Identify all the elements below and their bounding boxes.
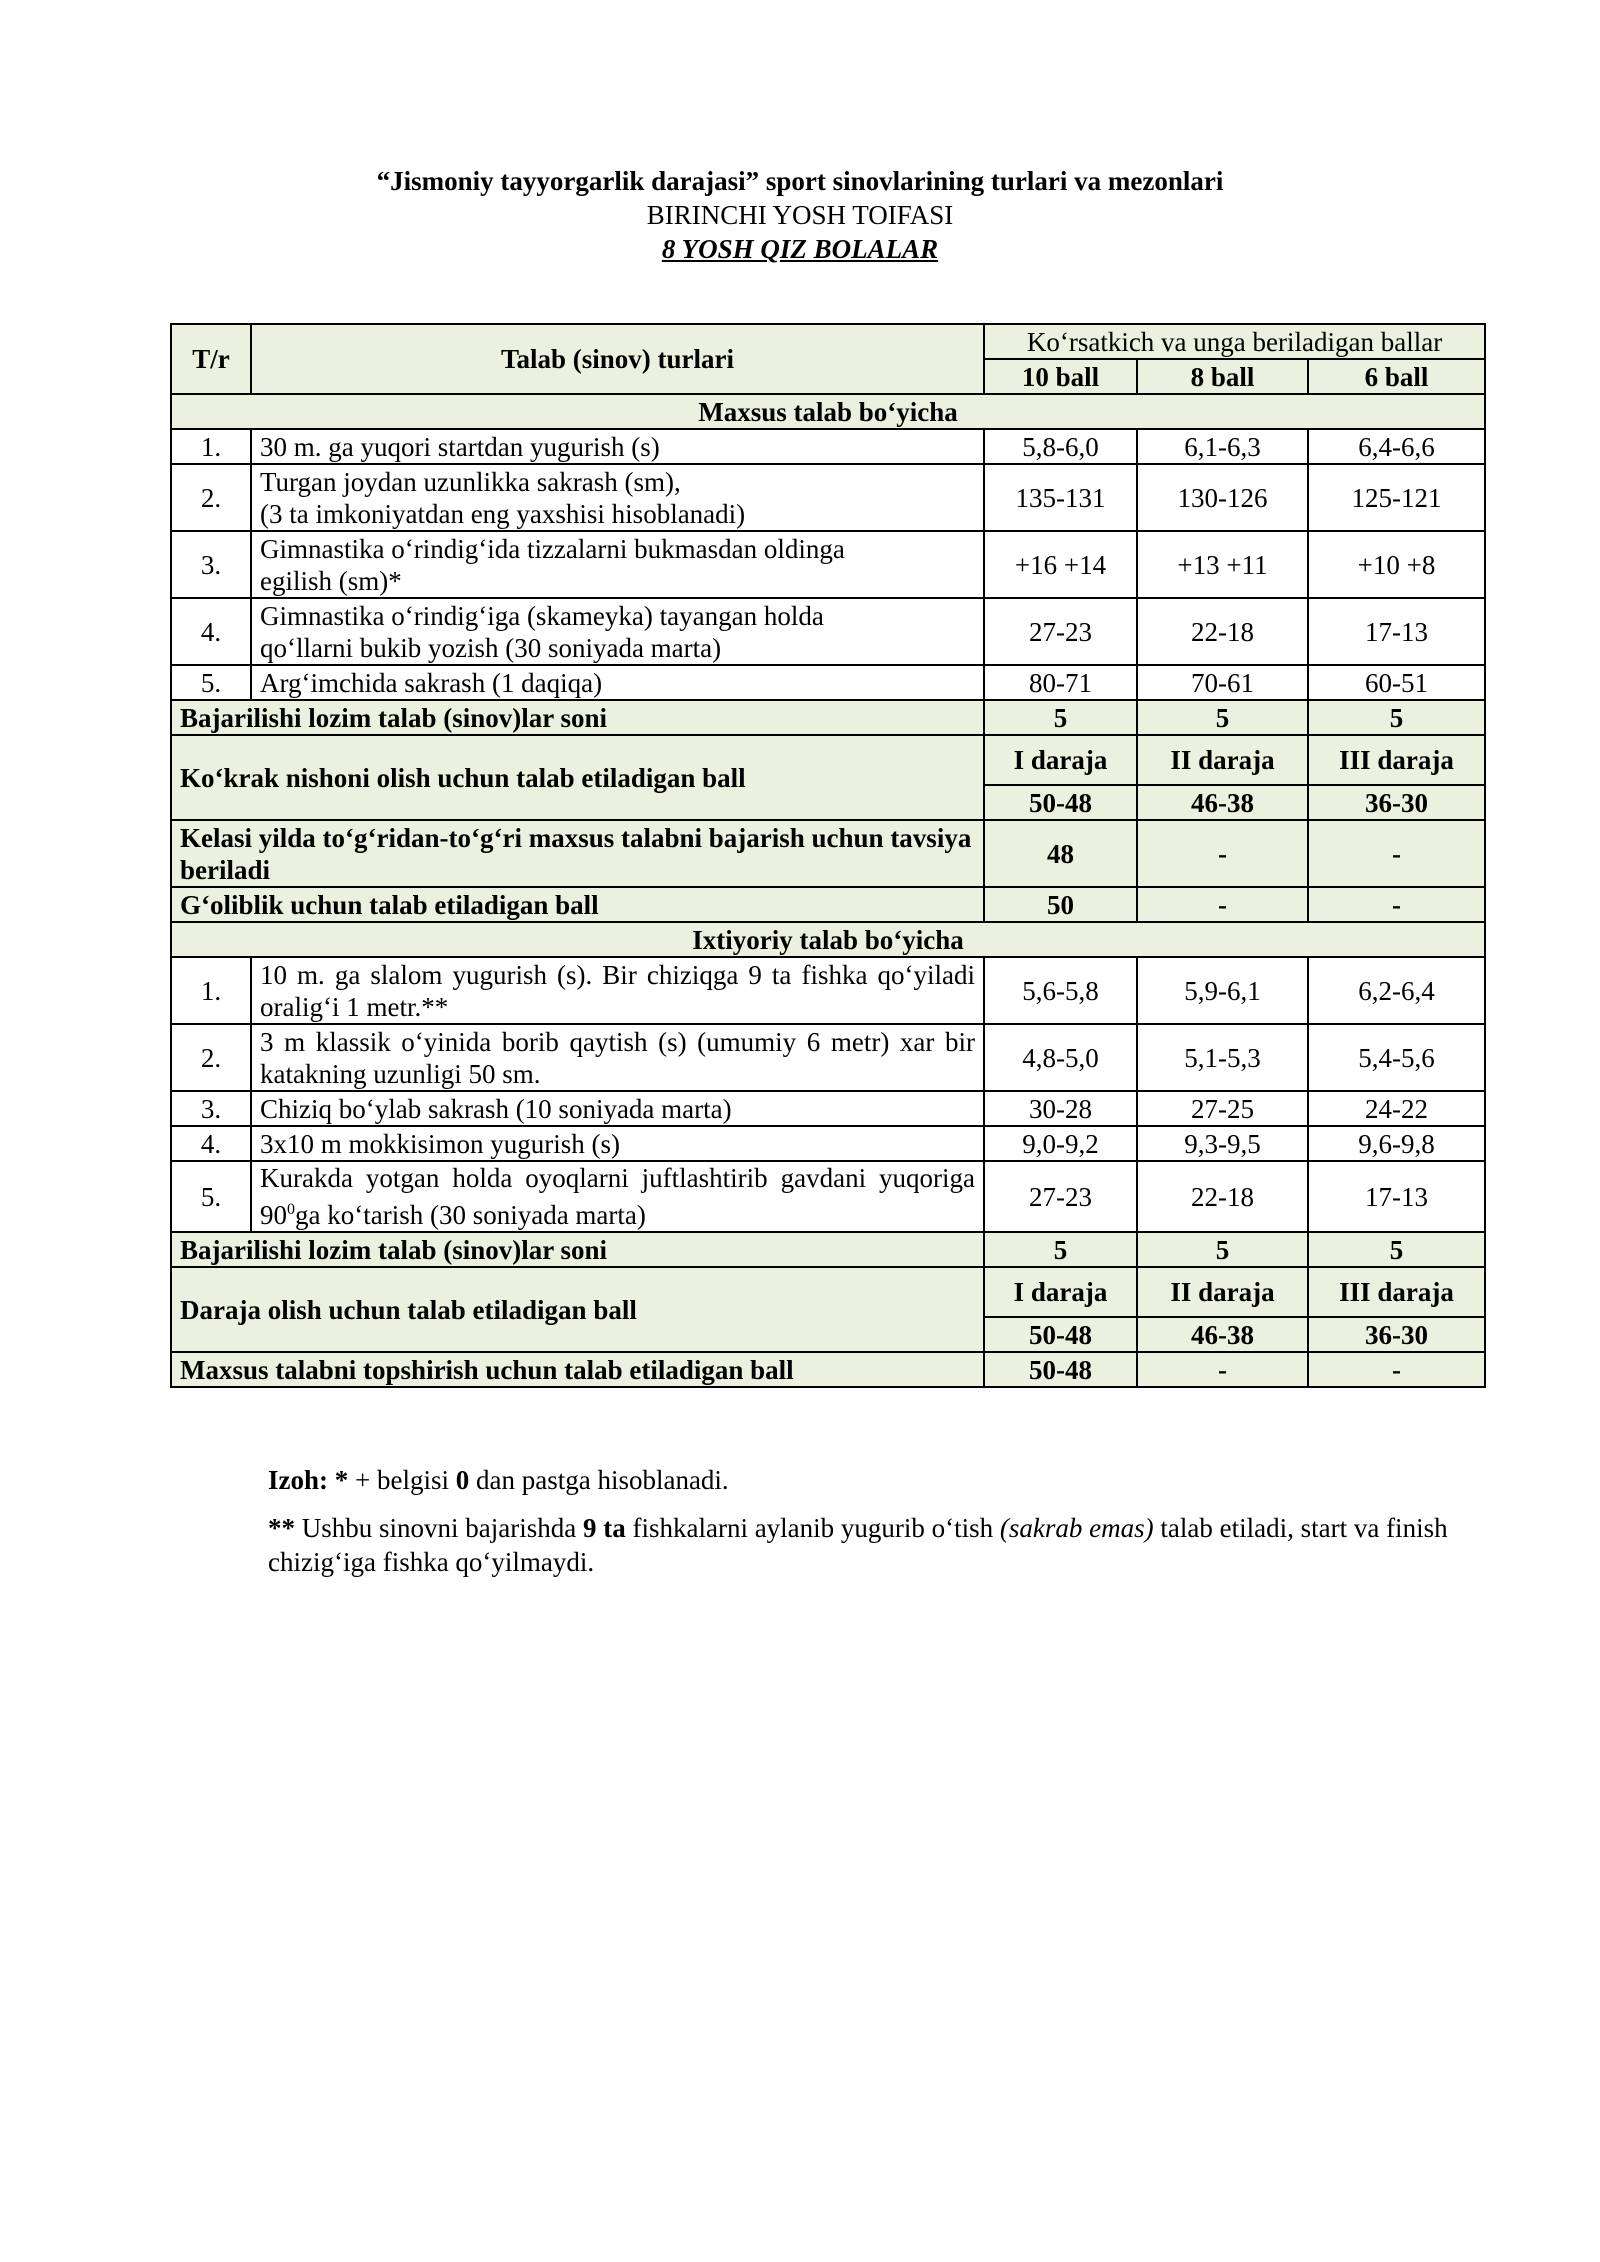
row-value: 27-23 bbox=[984, 598, 1137, 665]
summary-label: Koʻkrak nishoni olish uchun talab etiladigan ball bbox=[171, 735, 984, 820]
header-number: T/r bbox=[171, 324, 251, 394]
summary-row bbox=[171, 820, 1485, 887]
level-label: II daraja bbox=[1137, 735, 1308, 785]
row-test: 3 m klassik oʻyinida borib qaytish (s) (umumiy 6 metr) xar bir katakning uzunligi 50 sm. bbox=[251, 1024, 984, 1091]
note-text: talab etiladi, start va finish chizigʻiga fishka qoʻyilmaydi. bbox=[268, 1513, 1448, 1577]
row-number: 3. bbox=[171, 531, 251, 598]
row-value: 22-18 bbox=[1137, 598, 1308, 665]
summary-value: 5 bbox=[1137, 1232, 1308, 1267]
row-value: 80-71 bbox=[984, 665, 1137, 700]
level-label: III daraja bbox=[1308, 1267, 1485, 1317]
row-value: 24-22 bbox=[1308, 1091, 1485, 1126]
row-test: 3x10 m mokkisimon yugurish (s) bbox=[251, 1126, 984, 1161]
row-value: 5,9-6,1 bbox=[1137, 957, 1308, 1024]
row-number: 4. bbox=[171, 1126, 251, 1161]
row-value: 9,0-9,2 bbox=[984, 1126, 1137, 1161]
row-value: 5,8-6,0 bbox=[984, 429, 1137, 464]
row-number: 1. bbox=[171, 429, 251, 464]
row-value: 130-126 bbox=[1137, 464, 1308, 531]
summary-label: Maxsus talabni topshirish uchun talab etiladigan ball bbox=[171, 1352, 984, 1387]
row-number: 2. bbox=[171, 1024, 251, 1091]
level-label: II daraja bbox=[1137, 1267, 1308, 1317]
note-1 bbox=[268, 1463, 1448, 1497]
row-test bbox=[251, 464, 984, 531]
note-text: fishkalarni aylanib yugurib oʻtish bbox=[625, 1513, 1000, 1543]
row-value: 6,1-6,3 bbox=[1137, 429, 1308, 464]
row-value: 17-13 bbox=[1308, 1161, 1485, 1232]
row-value: +13 +11 bbox=[1137, 531, 1308, 598]
row-test: Argʻimchida sakrash (1 daqiqa) bbox=[251, 665, 984, 700]
row-number: 3. bbox=[171, 1091, 251, 1126]
summary-value: 5 bbox=[984, 700, 1137, 735]
summary-value: 36-30 bbox=[1308, 1317, 1485, 1352]
row-value: 9,6-9,8 bbox=[1308, 1126, 1485, 1161]
note-2 bbox=[268, 1511, 1448, 1579]
row-value: 5,6-5,8 bbox=[984, 957, 1137, 1024]
row-value: 70-61 bbox=[1137, 665, 1308, 700]
page-header bbox=[0, 164, 1600, 266]
document-title: “Jismoniy tayyorgarlik darajasi” sport sinovlarining turlari va mezonlari bbox=[376, 166, 1224, 196]
summary-value: 46-38 bbox=[1137, 1317, 1308, 1352]
superscript: 0 bbox=[287, 1201, 295, 1218]
note-bold: 9 ta bbox=[582, 1513, 626, 1543]
note-text: + belgisi bbox=[348, 1465, 456, 1495]
summary-label: Kelasi yilda toʻgʻridan-toʻgʻri maxsus talabni bajarish uchun tavsiya beriladi bbox=[171, 820, 984, 887]
row-test-line: Gimnastika oʻrindigʻida tizzalarni bukmasdan oldinga bbox=[260, 533, 845, 564]
summary-label: Gʻoliblik uchun talab etiladigan ball bbox=[171, 887, 984, 922]
summary-value: 5 bbox=[1308, 700, 1485, 735]
summary-value: - bbox=[1137, 887, 1308, 922]
summary-row bbox=[171, 1352, 1485, 1387]
row-test-text: Kurakda yotgan holda oyoqlarni juftlashtirib gavdani yuqoriga 90 bbox=[260, 1163, 975, 1230]
summary-row bbox=[171, 700, 1485, 735]
row-value: 22-18 bbox=[1137, 1161, 1308, 1232]
row-value: 5,1-5,3 bbox=[1137, 1024, 1308, 1091]
row-value: 9,3-9,5 bbox=[1137, 1126, 1308, 1161]
summary-value: 36-30 bbox=[1308, 785, 1485, 820]
header-score-col: 6 ball bbox=[1308, 359, 1485, 394]
summary-value: 5 bbox=[1137, 700, 1308, 735]
criteria-table bbox=[170, 323, 1486, 1388]
row-value: 17-13 bbox=[1308, 598, 1485, 665]
summary-value: - bbox=[1308, 1352, 1485, 1387]
level-label: I daraja bbox=[984, 1267, 1137, 1317]
table-row bbox=[171, 1126, 1485, 1161]
age-category: BIRINCHI YOSH TOIFASI bbox=[646, 200, 954, 230]
row-value: 27-25 bbox=[1137, 1091, 1308, 1126]
table-header-row bbox=[171, 324, 1485, 359]
row-number: 4. bbox=[171, 598, 251, 665]
row-test-line: egilish (sm)* bbox=[260, 565, 402, 596]
summary-value: - bbox=[1137, 820, 1308, 887]
table-row bbox=[171, 957, 1485, 1024]
row-value: +16 +14 bbox=[984, 531, 1137, 598]
row-number: 1. bbox=[171, 957, 251, 1024]
summary-value: 50-48 bbox=[984, 1352, 1137, 1387]
row-test bbox=[251, 531, 984, 598]
summary-value: - bbox=[1308, 887, 1485, 922]
summary-value: 5 bbox=[984, 1232, 1137, 1267]
note-italic: (sakrab emas) bbox=[999, 1513, 1154, 1543]
summary-value: - bbox=[1308, 820, 1485, 887]
section-title-row bbox=[171, 922, 1485, 957]
row-value: +10 +8 bbox=[1308, 531, 1485, 598]
row-number: 2. bbox=[171, 464, 251, 531]
summary-value: - bbox=[1137, 1352, 1308, 1387]
note-text: dan pastga hisoblanadi. bbox=[469, 1465, 729, 1495]
summary-row bbox=[171, 735, 1485, 785]
summary-value: 5 bbox=[1308, 1232, 1485, 1267]
summary-value: 46-38 bbox=[1137, 785, 1308, 820]
section-title: Maxsus talab boʻyicha bbox=[171, 394, 1485, 429]
row-value: 60-51 bbox=[1308, 665, 1485, 700]
summary-label: Bajarilishi lozim talab (sinov)lar soni bbox=[171, 700, 984, 735]
row-test bbox=[251, 1161, 984, 1232]
table-row bbox=[171, 665, 1485, 700]
note-lead: Izoh: * bbox=[268, 1465, 349, 1495]
table-row bbox=[171, 464, 1485, 531]
summary-row bbox=[171, 1232, 1485, 1267]
table-row bbox=[171, 1091, 1485, 1126]
table-row bbox=[171, 429, 1485, 464]
row-test-text: ga koʻtarish (30 soniyada marta) bbox=[295, 1200, 646, 1230]
table-row bbox=[171, 598, 1485, 665]
row-test-line: (3 ta imkoniyatdan eng yaxshisi hisoblanadi) bbox=[260, 498, 746, 529]
summary-label: Daraja olish uchun talab etiladigan ball bbox=[171, 1267, 984, 1352]
summary-label: Bajarilishi lozim talab (sinov)lar soni bbox=[171, 1232, 984, 1267]
table-row bbox=[171, 1161, 1485, 1232]
header-score-col: 10 ball bbox=[984, 359, 1137, 394]
note-lead: ** bbox=[268, 1513, 295, 1543]
row-value: 135-131 bbox=[984, 464, 1137, 531]
note-bold: 0 bbox=[455, 1465, 470, 1495]
age-group: 8 YOSH QIZ BOLALAR bbox=[661, 234, 939, 264]
row-test bbox=[251, 598, 984, 665]
header-score-col: 8 ball bbox=[1137, 359, 1308, 394]
notes bbox=[268, 1463, 1448, 1593]
summary-value: 50 bbox=[984, 887, 1137, 922]
table-row bbox=[171, 1024, 1485, 1091]
row-test: Chiziq boʻylab sakrash (10 soniyada marta) bbox=[251, 1091, 984, 1126]
section-title-row bbox=[171, 394, 1485, 429]
row-value: 27-23 bbox=[984, 1161, 1137, 1232]
row-test: 30 m. ga yuqori startdan yugurish (s) bbox=[251, 429, 984, 464]
header-test-type: Talab (sinov) turlari bbox=[251, 324, 984, 394]
row-value: 30-28 bbox=[984, 1091, 1137, 1126]
summary-value: 48 bbox=[984, 820, 1137, 887]
table-row bbox=[171, 531, 1485, 598]
summary-value: 50-48 bbox=[984, 785, 1137, 820]
level-label: I daraja bbox=[984, 735, 1137, 785]
summary-row bbox=[171, 1267, 1485, 1317]
row-test-line: qoʻllarni bukib yozish (30 soniyada marta) bbox=[260, 632, 722, 663]
row-value: 5,4-5,6 bbox=[1308, 1024, 1485, 1091]
row-test: 10 m. ga slalom yugurish (s). Bir chiziqga 9 ta fishka qoʻyiladi oraligʻi 1 metr.** bbox=[251, 957, 984, 1024]
row-test-line: Gimnastika oʻrindigʻiga (skameyka) tayangan holda bbox=[260, 600, 824, 631]
row-test-line: Turgan joydan uzunlikka sakrash (sm), bbox=[260, 466, 681, 497]
row-value: 6,4-6,6 bbox=[1308, 429, 1485, 464]
note-text: Ushbu sinovni bajarishda bbox=[295, 1513, 583, 1543]
row-value: 6,2-6,4 bbox=[1308, 957, 1485, 1024]
row-value: 4,8-5,0 bbox=[984, 1024, 1137, 1091]
summary-row bbox=[171, 887, 1485, 922]
summary-value: 50-48 bbox=[984, 1317, 1137, 1352]
row-number: 5. bbox=[171, 665, 251, 700]
level-label: III daraja bbox=[1308, 735, 1485, 785]
row-number: 5. bbox=[171, 1161, 251, 1232]
header-scores: Koʻrsatkich va unga beriladigan ballar bbox=[984, 324, 1485, 359]
row-value: 125-121 bbox=[1308, 464, 1485, 531]
section-title: Ixtiyoriy talab boʻyicha bbox=[171, 922, 1485, 957]
